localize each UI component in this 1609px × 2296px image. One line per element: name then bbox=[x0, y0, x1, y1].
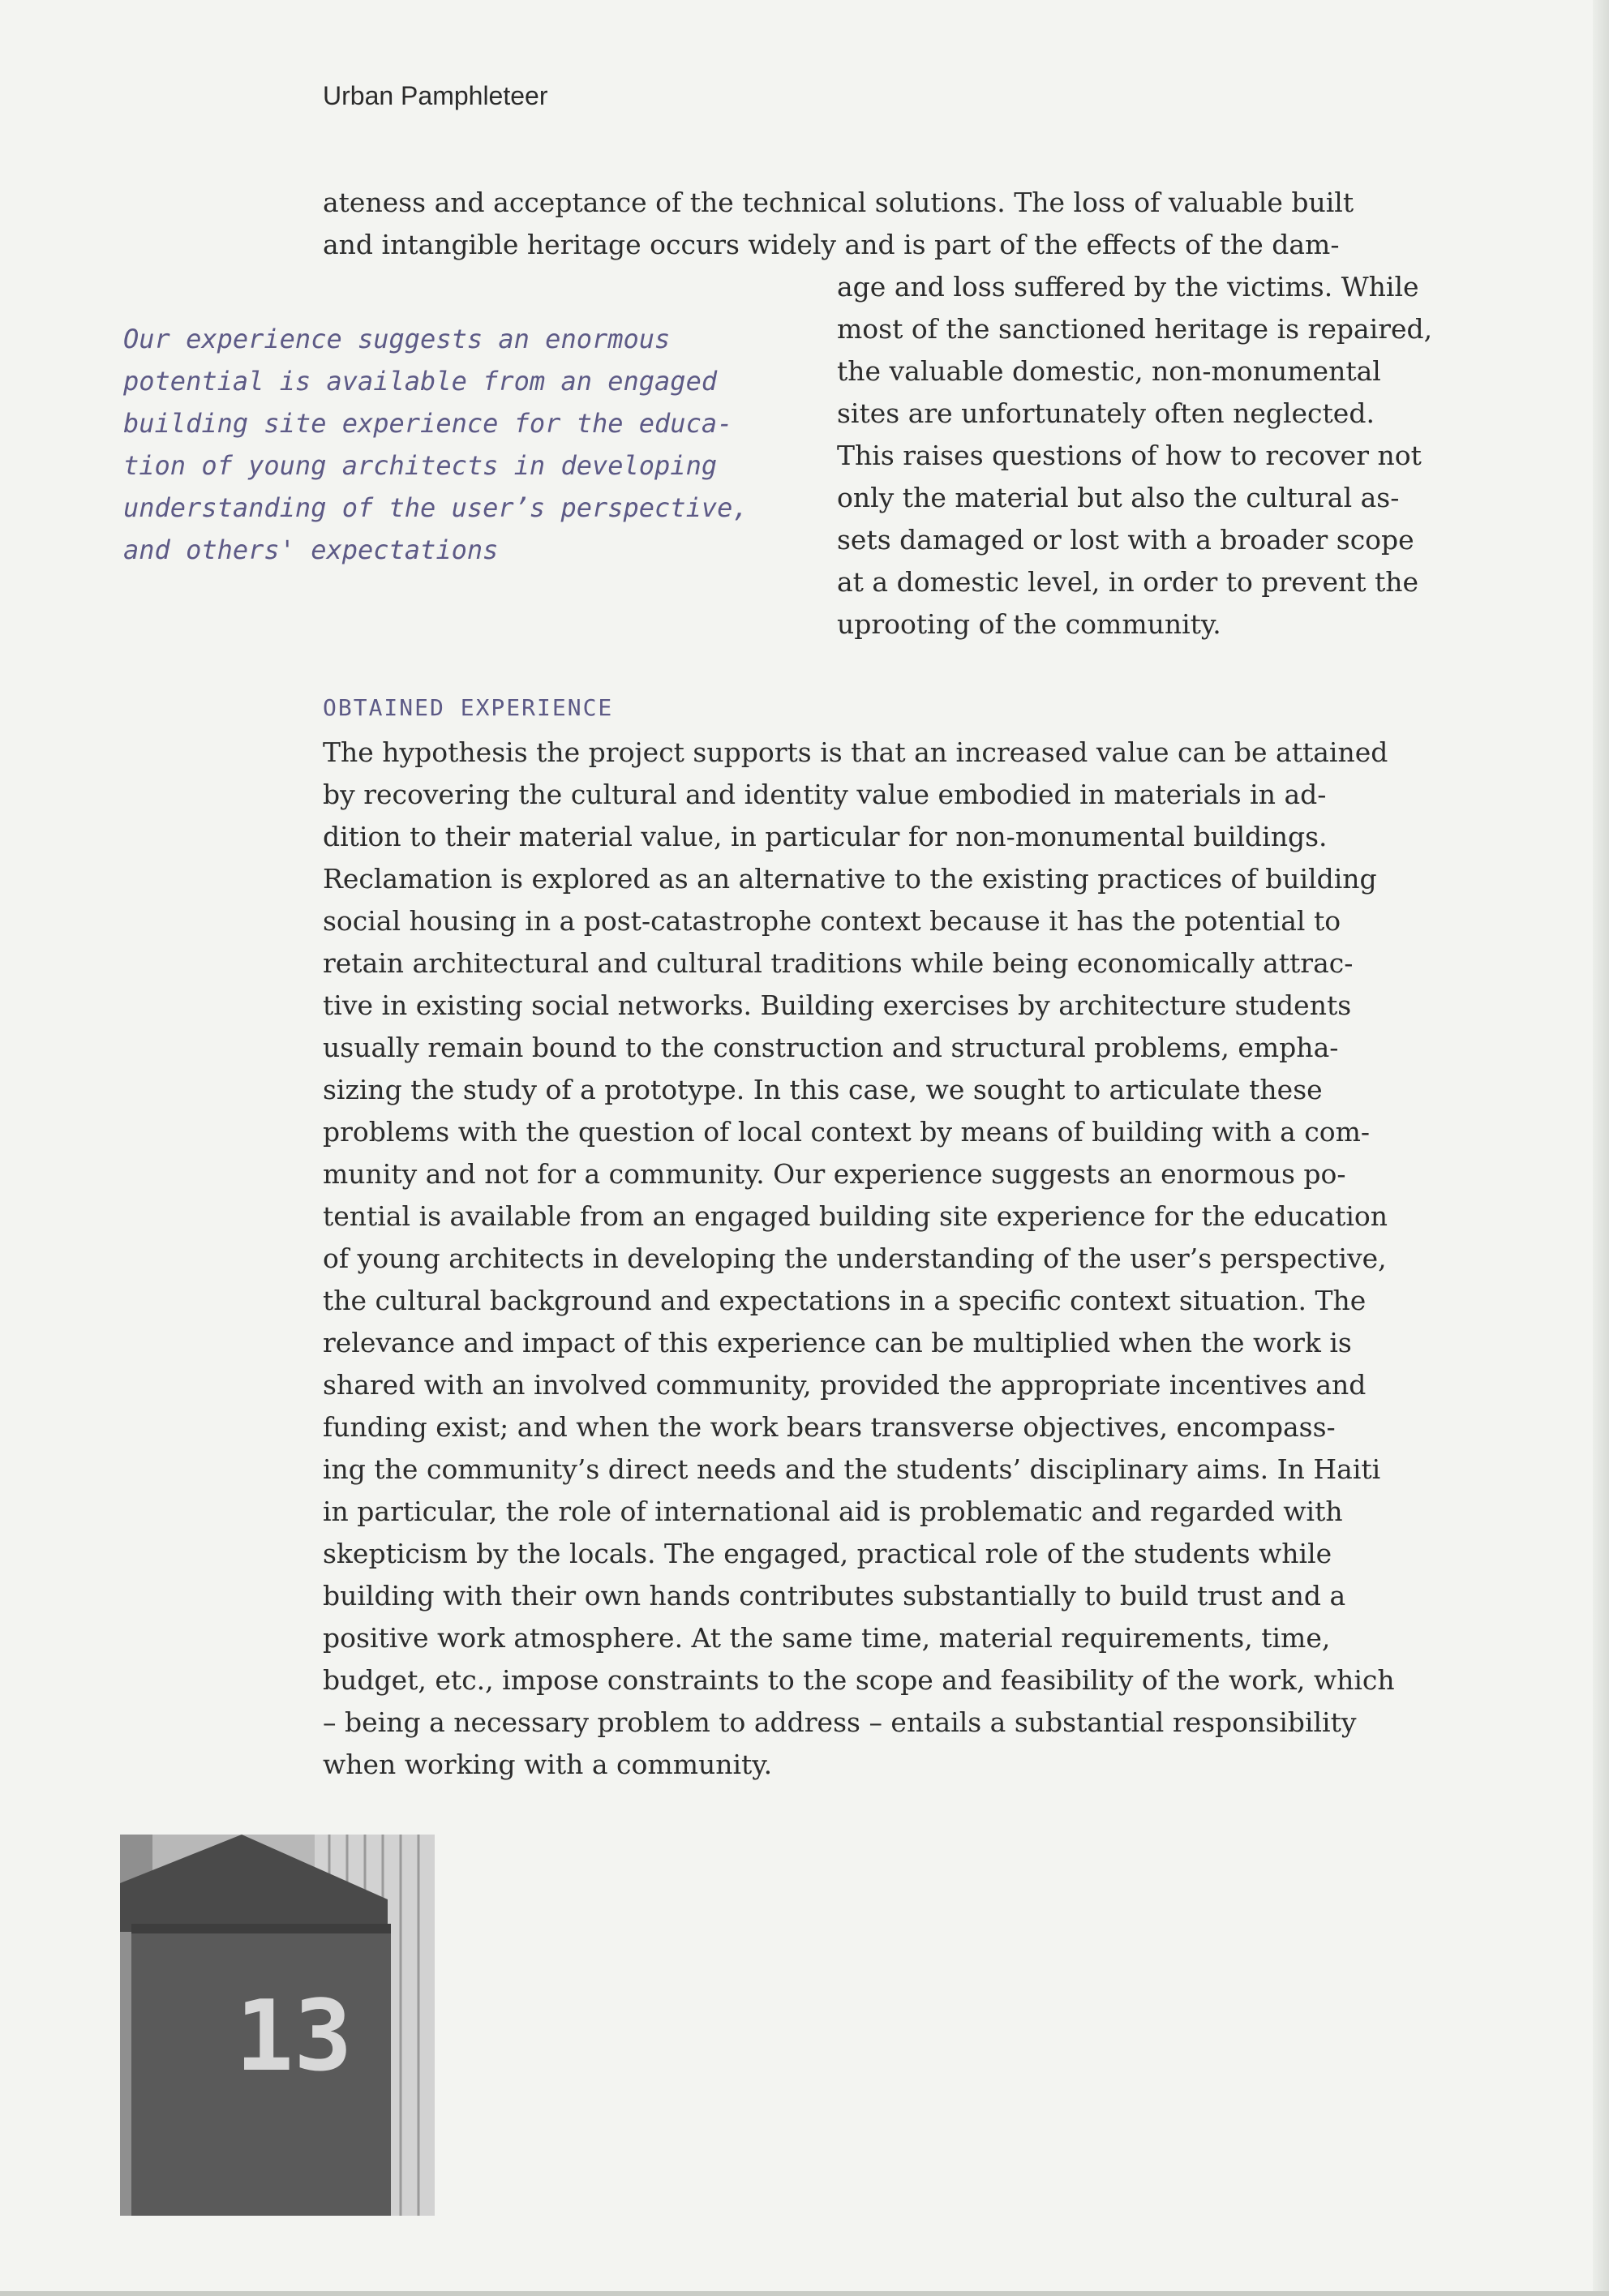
right-column-line: sites are unfortunately often neglected. bbox=[837, 397, 1375, 429]
right-column-line: only the material but also the cultural as- bbox=[837, 482, 1400, 513]
body-line: shared with an involved community, provided the appropriate incentives and bbox=[323, 1369, 1367, 1401]
body-line: retain architectural and cultural traditions while being economically attrac- bbox=[323, 947, 1354, 979]
body-line: social housing in a post-catastrophe context because it has the potential to bbox=[323, 905, 1341, 937]
body-line: building with their own hands contributes substantially to build trust and a bbox=[323, 1580, 1346, 1611]
body-line: of young architects in developing the understanding of the user’s perspective, bbox=[323, 1242, 1387, 1274]
page-bottom-edge bbox=[0, 2291, 1609, 2296]
right-column-line: sets damaged or lost with a broader scope bbox=[837, 524, 1414, 556]
body-line: the cultural background and expectations in a specific context situation. The bbox=[323, 1285, 1367, 1316]
pull-quote-line: Our experience suggests an enormous bbox=[123, 324, 671, 354]
pull-quote-line: tion of young architects in developing bbox=[123, 450, 718, 481]
right-column-line: most of the sanctioned heritage is repaired, bbox=[837, 313, 1433, 345]
intro-line: ateness and acceptance of the technical solutions. The loss of valuable built bbox=[323, 187, 1354, 218]
body-line: funding exist; and when the work bears transverse objectives, encompass- bbox=[323, 1411, 1336, 1443]
body-line: positive work atmosphere. At the same time, material requirements, time, bbox=[323, 1622, 1331, 1654]
right-column-line: This raises questions of how to recover not bbox=[837, 440, 1422, 471]
intro-line: and intangible heritage occurs widely and is part of the effects of the dam- bbox=[323, 229, 1340, 260]
stencil-number: 13 bbox=[235, 1981, 353, 2093]
body-line: munity and not for a community. Our experience suggests an enormous po- bbox=[323, 1158, 1346, 1190]
photo-post-rim bbox=[131, 1924, 391, 1933]
body-line: by recovering the cultural and identity value embodied in materials in ad- bbox=[323, 779, 1327, 810]
body-line: ing the community’s direct needs and the students’ disciplinary aims. In Haiti bbox=[323, 1453, 1381, 1485]
photo-numbered-post bbox=[120, 1835, 435, 2216]
running-title: Urban Pamphleteer bbox=[323, 81, 548, 110]
body-line: in particular, the role of international aid is problematic and regarded with bbox=[323, 1496, 1343, 1527]
right-column-line: at a domestic level, in order to prevent the bbox=[837, 566, 1419, 598]
right-column-line: age and loss suffered by the victims. While bbox=[837, 271, 1419, 303]
body-line: relevance and impact of this experience can be multiplied when the work is bbox=[323, 1327, 1352, 1358]
photo-illustration bbox=[120, 1835, 435, 2216]
pull-quote-line: building site experience for the educa- bbox=[123, 408, 733, 439]
body-line: sizing the study of a prototype. In this case, we sought to articulate these bbox=[323, 1074, 1323, 1105]
pull-quote-line: and others' expectations bbox=[123, 534, 499, 565]
page-edge bbox=[1593, 0, 1609, 2296]
body-line: budget, etc., impose constraints to the scope and feasibility of the work, which bbox=[323, 1664, 1395, 1696]
body-line: tential is available from an engaged building site experience for the education bbox=[323, 1200, 1388, 1232]
body-line: Reclamation is explored as an alternative to the existing practices of building bbox=[323, 863, 1377, 895]
body-line: tive in existing social networks. Building exercises by architecture students bbox=[323, 989, 1352, 1021]
body-line: – being a necessary problem to address – entails a substantial responsibility bbox=[323, 1706, 1357, 1738]
body-line: when working with a community. bbox=[323, 1749, 773, 1780]
body-line: usually remain bound to the construction and structural problems, empha- bbox=[323, 1032, 1339, 1063]
right-column-line: uprooting of the community. bbox=[837, 608, 1221, 640]
pull-quote-line: potential is available from an engaged bbox=[123, 366, 718, 397]
section-heading: OBTAINED EXPERIENCE bbox=[323, 694, 614, 721]
body-line: dition to their material value, in particular for non-monumental buildings. bbox=[323, 821, 1328, 852]
body-line: problems with the question of local context by means of building with a com- bbox=[323, 1116, 1371, 1148]
body-line: The hypothesis the project supports is that an increased value can be attained bbox=[323, 736, 1388, 768]
pull-quote-line: understanding of the user’s perspective, bbox=[123, 492, 749, 523]
body-line: skepticism by the locals. The engaged, practical role of the students while bbox=[323, 1538, 1332, 1569]
right-column-line: the valuable domestic, non-monumental bbox=[837, 355, 1381, 387]
